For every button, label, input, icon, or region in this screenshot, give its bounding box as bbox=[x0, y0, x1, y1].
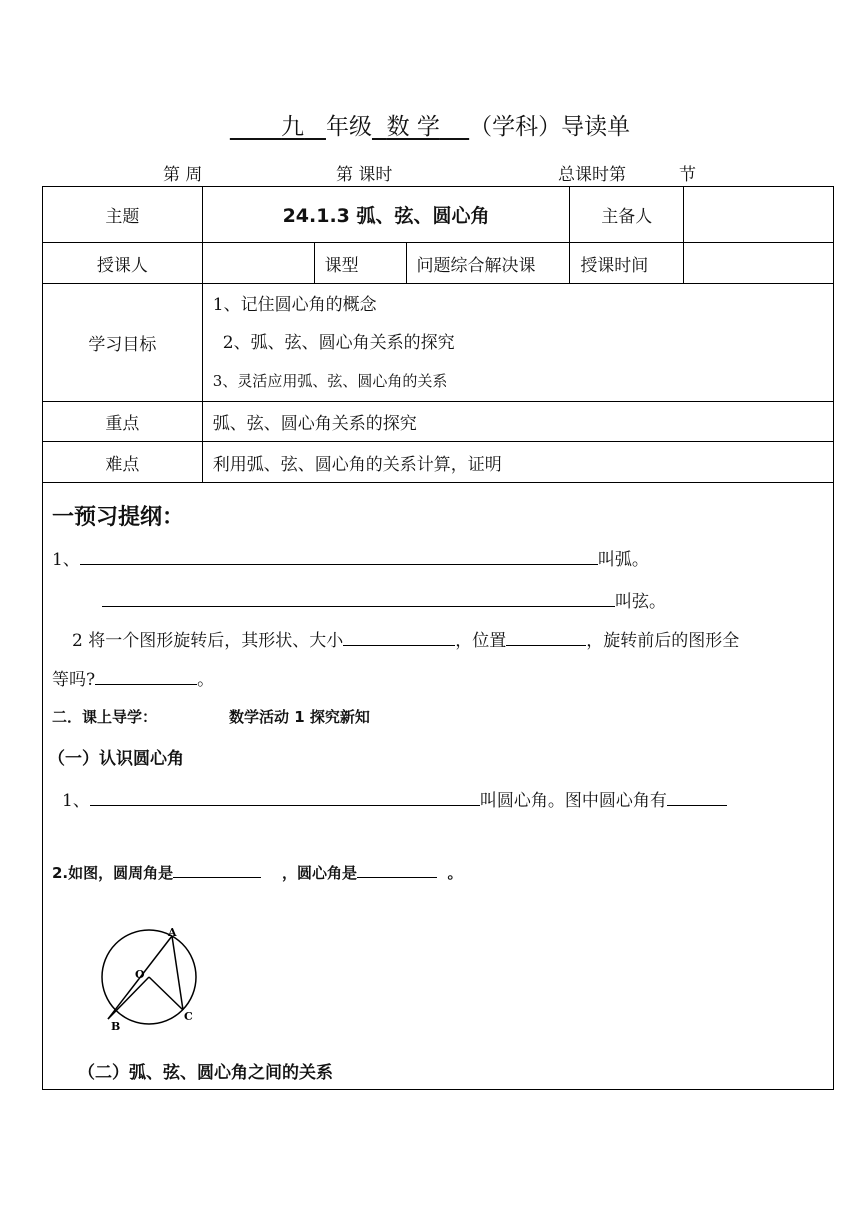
section-label: 节 bbox=[679, 165, 696, 185]
guide-p2: 2.如图，圆周角是 ，圆心角是 。 bbox=[52, 864, 463, 882]
teacher-value bbox=[202, 243, 314, 284]
chord-ac bbox=[172, 936, 183, 1010]
answer-blank[interactable] bbox=[343, 644, 455, 646]
goals-cell bbox=[202, 284, 833, 402]
type-label: 课型 bbox=[314, 243, 406, 284]
answer-blank[interactable] bbox=[80, 563, 598, 565]
preview-heading: 一预习提纲： bbox=[52, 505, 185, 530]
preview-q2-cont: 等吗? 。 bbox=[52, 670, 215, 690]
answer-blank[interactable] bbox=[90, 804, 480, 806]
week-label: 第 周 bbox=[163, 165, 203, 185]
key-label: 重点 bbox=[43, 402, 203, 442]
label-o: O bbox=[135, 968, 145, 981]
preview-q2: 2 将一个图形旋转后，其形状、大小 ，位置 ，旋转前后的图形全 bbox=[72, 631, 740, 651]
difficulty-value: 利用弧、弦、圆心角的关系计算，证明 bbox=[202, 442, 833, 483]
goals-label: 学习目标 bbox=[43, 284, 203, 402]
page-title: 九 年级 数 学 （学科）导读单 bbox=[281, 114, 631, 140]
answer-blank[interactable] bbox=[667, 804, 727, 806]
preview-q1b: 叫弦。 bbox=[102, 587, 666, 612]
goal-item: 2、弧、弦、圆心角关系的探究 bbox=[222, 332, 455, 353]
label-b: B bbox=[111, 1020, 121, 1033]
label-a: A bbox=[168, 926, 177, 939]
answer-blank[interactable] bbox=[102, 605, 615, 607]
total-label: 总课时第 bbox=[558, 165, 626, 185]
key-value: 弧、弦、圆心角关系的探究 bbox=[202, 402, 833, 442]
circle-figure bbox=[92, 922, 212, 1038]
radius-ob bbox=[108, 977, 149, 1019]
answer-blank[interactable] bbox=[95, 683, 197, 685]
period-label: 第 课时 bbox=[336, 165, 393, 185]
type-value: 问题综合解决课 bbox=[406, 243, 570, 284]
time-label: 授课时间 bbox=[570, 243, 684, 284]
goal-item: 3、灵活应用弧、弦、圆心角的关系 bbox=[212, 371, 448, 390]
part1-heading: （一）认识圆心角 bbox=[48, 749, 184, 769]
radius-oc bbox=[149, 977, 183, 1010]
answer-blank[interactable] bbox=[357, 876, 437, 878]
part2-heading: （二）弧、弦、圆心角之间的关系 bbox=[78, 1063, 333, 1083]
topic-label: 主题 bbox=[43, 187, 203, 243]
preparer-label: 主备人 bbox=[570, 187, 684, 243]
difficulty-label: 难点 bbox=[43, 442, 203, 483]
answer-blank[interactable] bbox=[506, 644, 586, 646]
answer-blank[interactable] bbox=[173, 876, 261, 878]
goal-item: 1、记住圆心角的概念 bbox=[212, 294, 377, 315]
label-c: C bbox=[184, 1010, 193, 1023]
time-value bbox=[684, 243, 834, 284]
guide-heading: 二．课上导学： bbox=[52, 708, 158, 726]
topic-value: 24.1.3 弧、弦、圆心角 bbox=[202, 187, 570, 243]
preview-q1: 1、 叫弧。 bbox=[52, 550, 649, 570]
info-table bbox=[42, 186, 834, 483]
activity-label: 数学活动 1 探究新知 bbox=[229, 708, 370, 726]
teacher-label: 授课人 bbox=[43, 243, 203, 284]
preparer-value bbox=[684, 187, 834, 243]
guide-p1: 1、 叫圆心角。图中圆心角有 bbox=[62, 786, 727, 811]
